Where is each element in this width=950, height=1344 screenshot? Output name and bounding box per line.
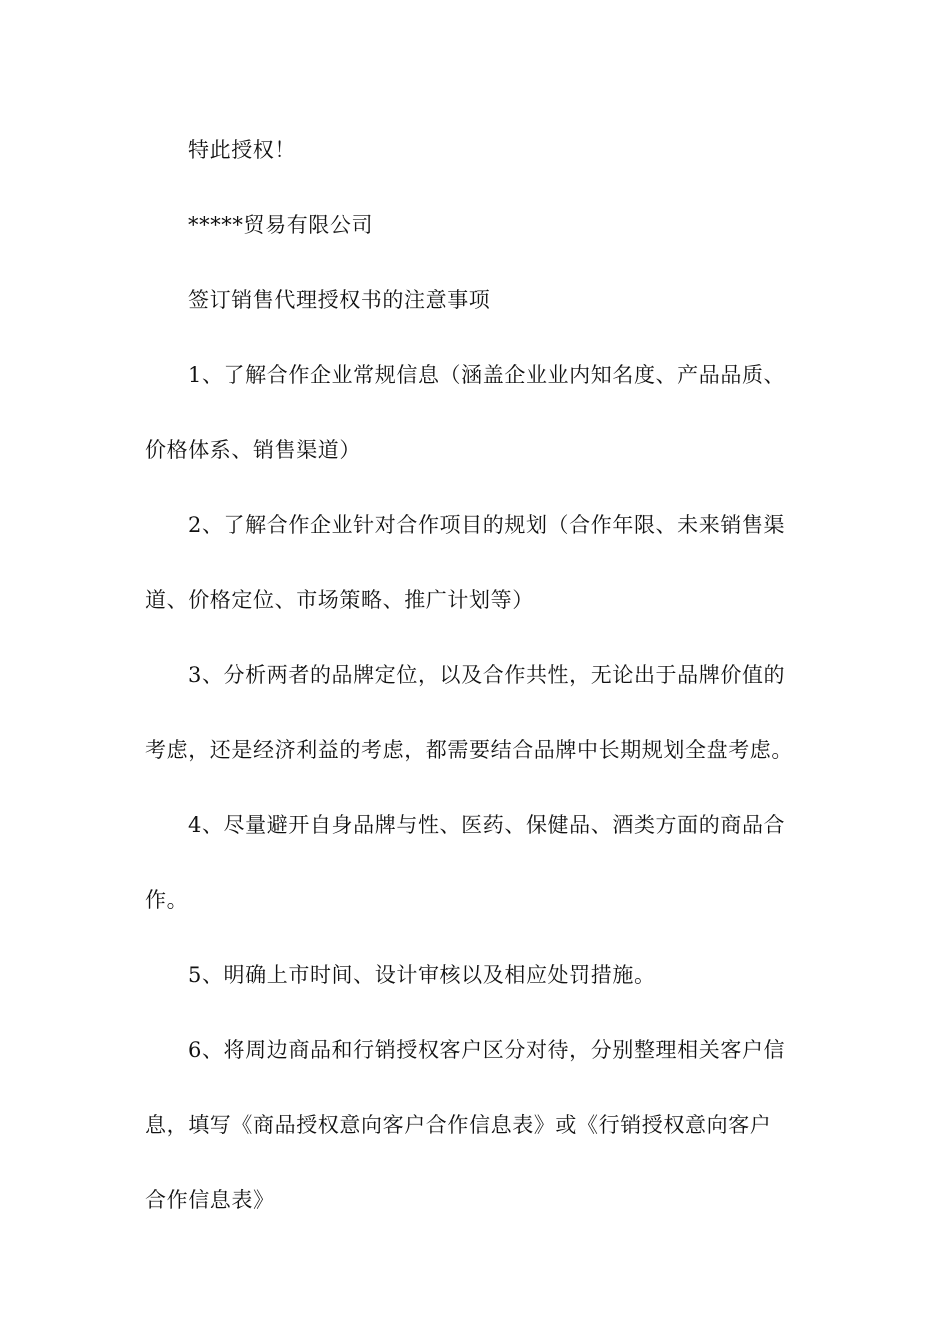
item-3-line-2: 考虑，还是经济利益的考虑，都需要结合品牌中长期规划全盘考虑。 [145, 738, 793, 762]
closing-text: 特此授权！ [188, 138, 296, 162]
section-heading: 签订销售代理授权书的注意事项 [188, 288, 491, 312]
item-6-line-3: 合作信息表》 [145, 1188, 275, 1212]
item-3-line-1: 3、分析两者的品牌定位，以及合作共性，无论出于品牌价值的 [188, 663, 786, 687]
item-1-line-1: 1、了解合作企业常规信息（涵盖企业业内知名度、产品品质、 [188, 363, 786, 387]
item-4-line-1: 4、尽量避开自身品牌与性、医药、保健品、酒类方面的商品合 [188, 813, 786, 837]
item-5-line-1: 5、明确上市时间、设计审核以及相应处罚措施。 [188, 963, 656, 987]
company-name: *****贸易有限公司 [188, 213, 374, 237]
item-6-line-2: 息，填写《商品授权意向客户合作信息表》或《行销授权意向客户 [145, 1113, 772, 1137]
item-2-line-2: 道、价格定位、市场策略、推广计划等） [145, 588, 534, 612]
item-4-line-2: 作。 [145, 888, 189, 912]
item-2-line-1: 2、了解合作企业针对合作项目的规划（合作年限、未来销售渠 [188, 513, 786, 537]
item-1-line-2: 价格体系、销售渠道） [145, 438, 361, 462]
item-6-line-1: 6、将周边商品和行销授权客户区分对待，分别整理相关客户信 [188, 1038, 786, 1062]
